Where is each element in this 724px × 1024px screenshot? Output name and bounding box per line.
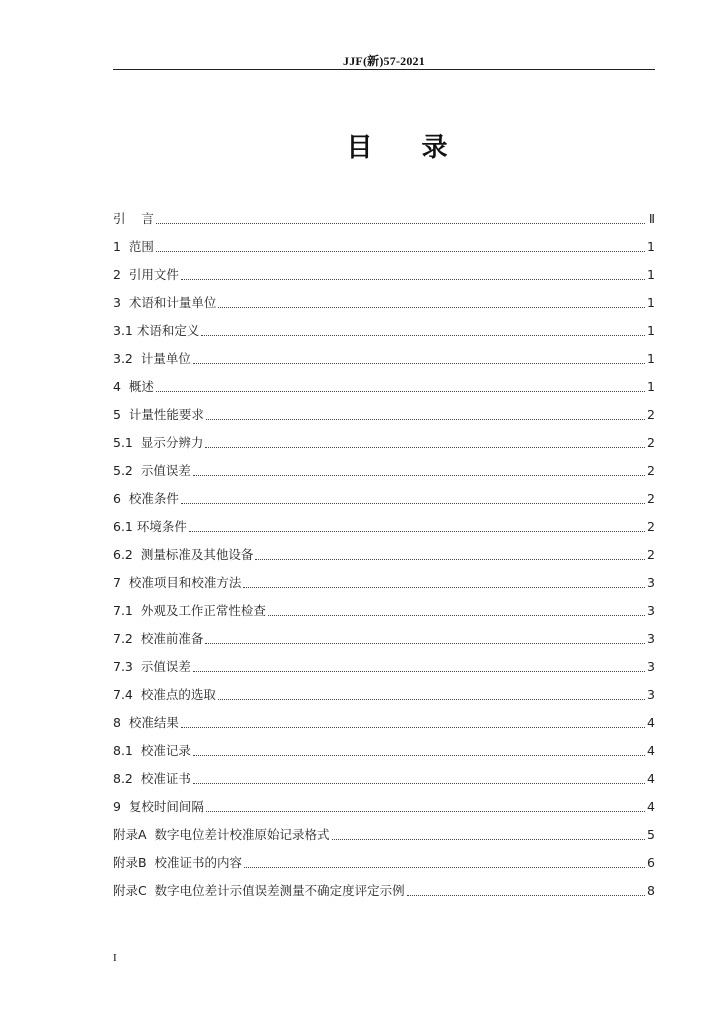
toc-entry-label: 5.1 显示分辨力: [113, 435, 204, 450]
toc-entry-page: 2: [647, 407, 655, 422]
toc-entry-label: 8.2 校准证书: [113, 771, 191, 786]
toc-entry[interactable]: [113, 843, 655, 871]
toc-entry-page: 1: [647, 239, 655, 254]
toc-entry-label: 3 术语和计量单位: [113, 295, 217, 310]
toc-entry-label: 7 校准项目和校准方法: [113, 575, 242, 590]
toc-entry-page: 2: [647, 547, 655, 562]
toc-dot-leader: [193, 755, 645, 756]
toc-dot-leader: [193, 783, 645, 784]
toc-dot-leader: [206, 811, 645, 812]
toc-dot-leader: [205, 643, 645, 644]
toc-entry-page: 2: [647, 463, 655, 478]
table-of-contents: [113, 199, 655, 899]
toc-entry-page: 1: [647, 267, 655, 282]
toc-entry-label: 3.1 术语和定义: [113, 323, 200, 338]
toc-entry[interactable]: [113, 731, 655, 759]
toc-entry-label: 2 引用文件: [113, 267, 179, 282]
toc-entry[interactable]: [113, 199, 655, 227]
toc-dot-leader: [201, 335, 645, 336]
toc-entry[interactable]: [113, 227, 655, 255]
toc-entry[interactable]: [113, 479, 655, 507]
toc-entry-label: 7.1 外观及工作正常性检查: [113, 603, 266, 618]
toc-dot-leader: [181, 503, 645, 504]
toc-entry-page: 8: [647, 883, 655, 898]
toc-entry-page: 3: [647, 575, 655, 590]
toc-entry-page: 4: [647, 715, 655, 730]
toc-entry[interactable]: [113, 423, 655, 451]
toc-entry-label: 引 言: [113, 211, 154, 226]
toc-entry-page: 2: [647, 519, 655, 534]
toc-entry-label: 附录A 数字电位差计校准原始记录格式: [113, 827, 330, 842]
toc-entry-label: 7.4 校准点的选取: [113, 687, 216, 702]
page-title: 目 录: [346, 133, 448, 163]
toc-entry[interactable]: [113, 619, 655, 647]
toc-dot-leader: [206, 419, 645, 420]
toc-dot-leader: [181, 727, 645, 728]
toc-entry-label: 4 概述: [113, 379, 154, 394]
toc-entry-label: 7.2 校准前准备: [113, 631, 204, 646]
toc-entry[interactable]: [113, 395, 655, 423]
toc-entry-page: 1: [647, 351, 655, 366]
toc-dot-leader: [268, 615, 645, 616]
header-divider: [113, 69, 655, 70]
toc-entry-page: 3: [647, 603, 655, 618]
toc-entry-label: 附录B 校准证书的内容: [113, 855, 243, 870]
toc-entry[interactable]: [113, 339, 655, 367]
toc-entry[interactable]: [113, 815, 655, 843]
toc-entry-label: 5 计量性能要求: [113, 407, 204, 422]
toc-entry-label: 1 范围: [113, 239, 154, 254]
toc-entry[interactable]: [113, 703, 655, 731]
toc-entry[interactable]: [113, 591, 655, 619]
toc-entry[interactable]: [113, 871, 655, 899]
toc-entry-page: 3: [647, 659, 655, 674]
toc-entry-page: 6: [647, 855, 655, 870]
toc-entry-page: Ⅱ: [648, 211, 655, 226]
toc-dot-leader: [255, 559, 645, 560]
toc-dot-leader: [205, 447, 645, 448]
toc-entry[interactable]: [113, 563, 655, 591]
toc-entry-label: 7.3 示值误差: [113, 659, 191, 674]
toc-entry[interactable]: [113, 283, 655, 311]
toc-entry-label: 8.1 校准记录: [113, 743, 191, 758]
toc-entry[interactable]: [113, 255, 655, 283]
toc-dot-leader: [156, 391, 645, 392]
toc-dot-leader: [218, 307, 645, 308]
toc-dot-leader: [156, 251, 645, 252]
toc-entry-page: 1: [647, 295, 655, 310]
toc-entry-label: 3.2 计量单位: [113, 351, 191, 366]
toc-entry-label: 5.2 示值误差: [113, 463, 191, 478]
toc-entry-page: 3: [647, 687, 655, 702]
toc-entry[interactable]: [113, 311, 655, 339]
toc-entry[interactable]: [113, 535, 655, 563]
toc-entry-page: 4: [647, 771, 655, 786]
toc-dot-leader: [193, 671, 645, 672]
toc-dot-leader: [193, 475, 645, 476]
toc-entry[interactable]: [113, 675, 655, 703]
toc-entry-label: 9 复校时间间隔: [113, 799, 204, 814]
toc-dot-leader: [156, 223, 645, 224]
toc-entry[interactable]: [113, 647, 655, 675]
toc-dot-leader: [189, 531, 645, 532]
toc-entry-page: 2: [647, 435, 655, 450]
toc-entry-label: 6 校准条件: [113, 491, 179, 506]
page-number: I: [113, 952, 117, 964]
toc-dot-leader: [243, 587, 645, 588]
toc-entry-page: 1: [647, 379, 655, 394]
toc-entry-page: 4: [647, 799, 655, 814]
toc-entry-label: 附录C 数字电位差计示值误差测量不确定度评定示例: [113, 883, 405, 898]
toc-dot-leader: [193, 363, 645, 364]
toc-entry-label: 6.2 测量标准及其他设备: [113, 547, 254, 562]
toc-entry[interactable]: [113, 451, 655, 479]
toc-entry[interactable]: [113, 507, 655, 535]
toc-dot-leader: [407, 895, 645, 896]
toc-entry-label: 6.1 环境条件: [113, 519, 187, 534]
toc-dot-leader: [332, 839, 646, 840]
toc-entry-page: 2: [647, 491, 655, 506]
toc-dot-leader: [244, 867, 645, 868]
document-code-header: JJF(新)57-2021: [343, 54, 425, 68]
toc-entry[interactable]: [113, 759, 655, 787]
toc-entry[interactable]: [113, 367, 655, 395]
toc-entry[interactable]: [113, 787, 655, 815]
toc-entry-page: 5: [647, 827, 655, 842]
toc-entry-page: 1: [647, 323, 655, 338]
toc-entry-page: 4: [647, 743, 655, 758]
toc-entry-page: 3: [647, 631, 655, 646]
toc-dot-leader: [218, 699, 645, 700]
toc-entry-label: 8 校准结果: [113, 715, 179, 730]
toc-dot-leader: [181, 279, 645, 280]
